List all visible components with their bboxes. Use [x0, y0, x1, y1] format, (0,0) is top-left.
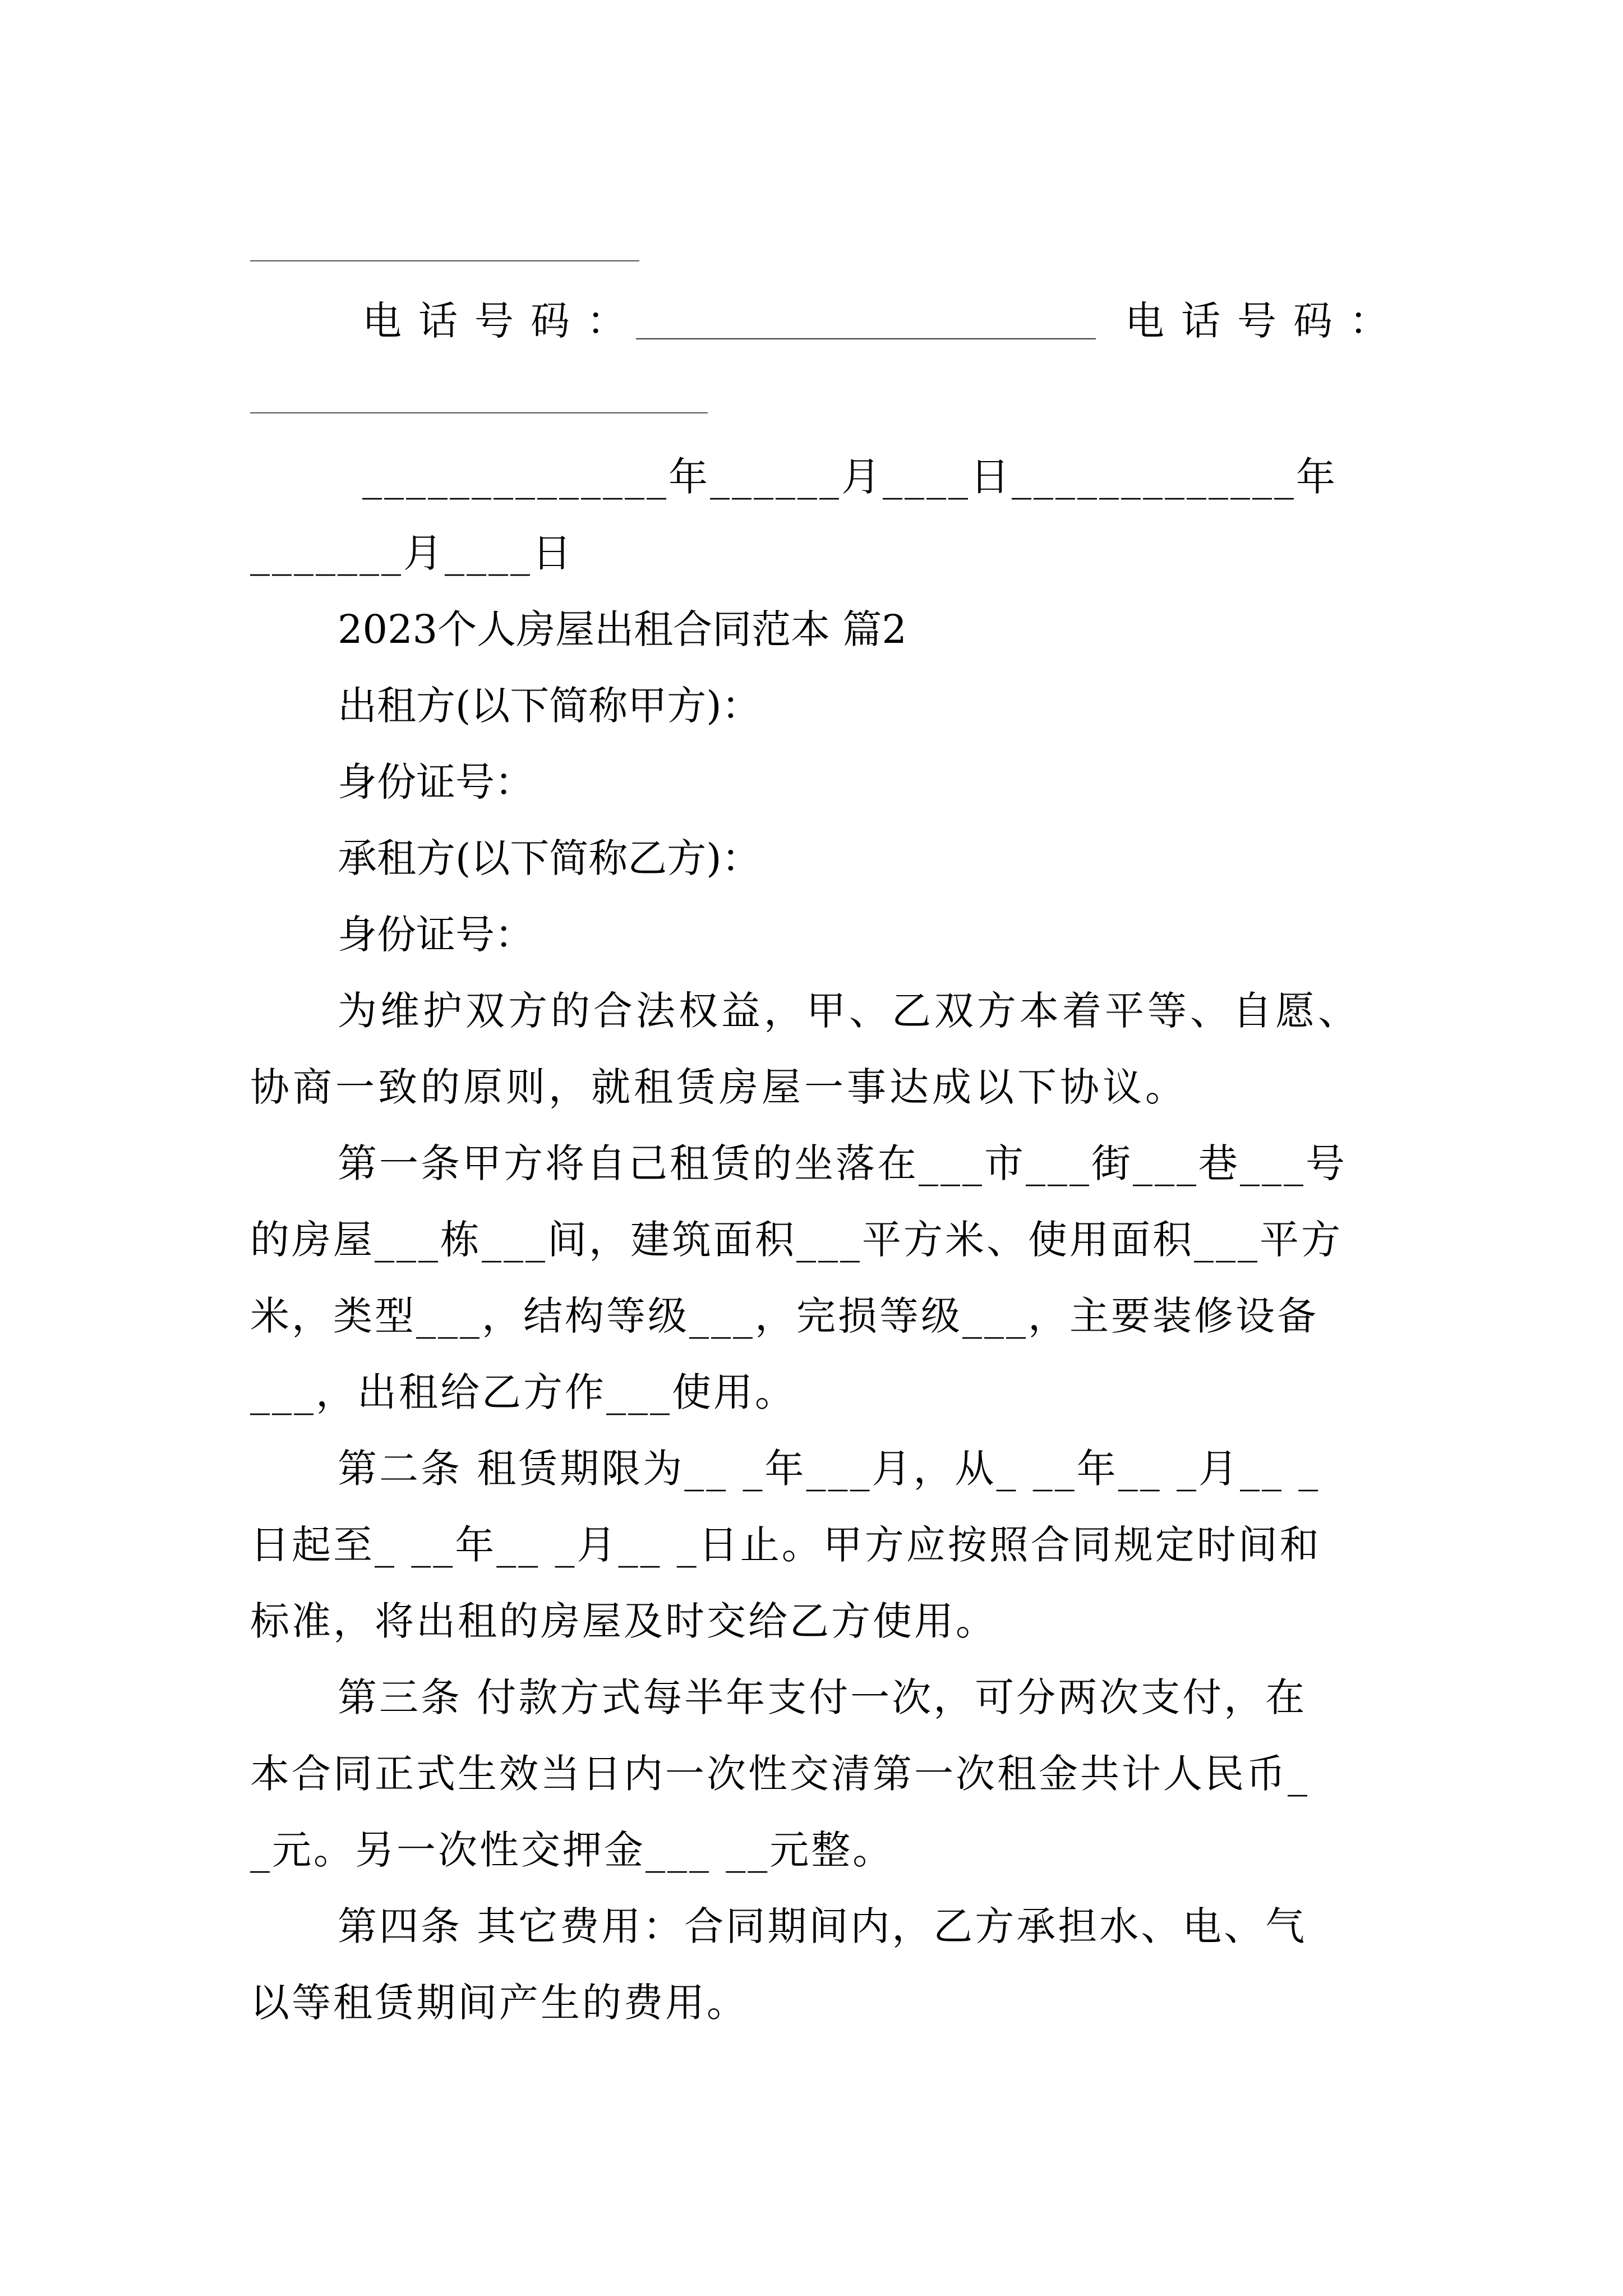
signature-line-top — [250, 260, 639, 261]
article-1-line-1: 第一条甲方将自己租赁的坐落在___市___街___巷___号 — [338, 1140, 1347, 1186]
article-1-line-3: 米，类型___，结构等级___，完损等级___，主要装修设备 — [250, 1293, 1318, 1339]
lessor-id-label: 身份证号： — [338, 759, 534, 805]
signature-line-second — [250, 412, 708, 413]
article-3-line-3: _元。另一次性交押金___ __元整。 — [250, 1827, 895, 1873]
article-3-line-2: 本合同正式生效当日内一次性交清第一次租金共计人民币_ — [250, 1751, 1310, 1797]
phone-blank-left — [636, 338, 1096, 339]
article-1-line-4: ___，出租给乙方作___使用。 — [250, 1369, 796, 1415]
lessor-label: 出租方(以下简称甲方)： — [338, 683, 761, 729]
phone-label-left: 电话号码： — [362, 298, 643, 344]
article-4-line-2: 以等租赁期间产生的费用。 — [250, 1980, 748, 2026]
paragraph-purpose-line-1: 为维护双方的合法权益，甲、乙双方本着平等、自愿、 — [338, 988, 1361, 1034]
section-heading: 2023个人房屋出租合同范本 篇2 — [338, 606, 907, 652]
article-4-line-1: 第四条 其它费用：合同期间内，乙方承担水、电、气 — [338, 1903, 1307, 1949]
article-2-line-2: 日起至_ __年__ _月__ _日止。甲方应按照合同规定时间和 — [250, 1522, 1321, 1568]
lessee-id-label: 身份证号： — [338, 912, 534, 958]
date-line-2: _______月____日 — [250, 530, 574, 576]
lessee-label: 承租方(以下简称乙方)： — [338, 835, 761, 881]
article-3-line-1: 第三条 付款方式每半年支付一次，可分两次支付，在 — [338, 1674, 1307, 1720]
phone-label-right: 电话号码： — [1125, 298, 1405, 344]
article-2-line-1: 第二条 租赁期限为__ _年___月，从_ __年__ _月__ _ — [338, 1446, 1321, 1492]
paragraph-purpose-line-2: 协商一致的原则，就租赁房屋一事达成以下协议。 — [250, 1064, 1188, 1110]
date-line-1: ______________年______月____日_____________年 — [362, 454, 1338, 500]
article-1-line-2: 的房屋___栋___间，建筑面积___平方米、使用面积___平方 — [250, 1217, 1343, 1263]
article-2-line-3: 标准，将出租的房屋及时交给乙方使用。 — [250, 1598, 997, 1644]
